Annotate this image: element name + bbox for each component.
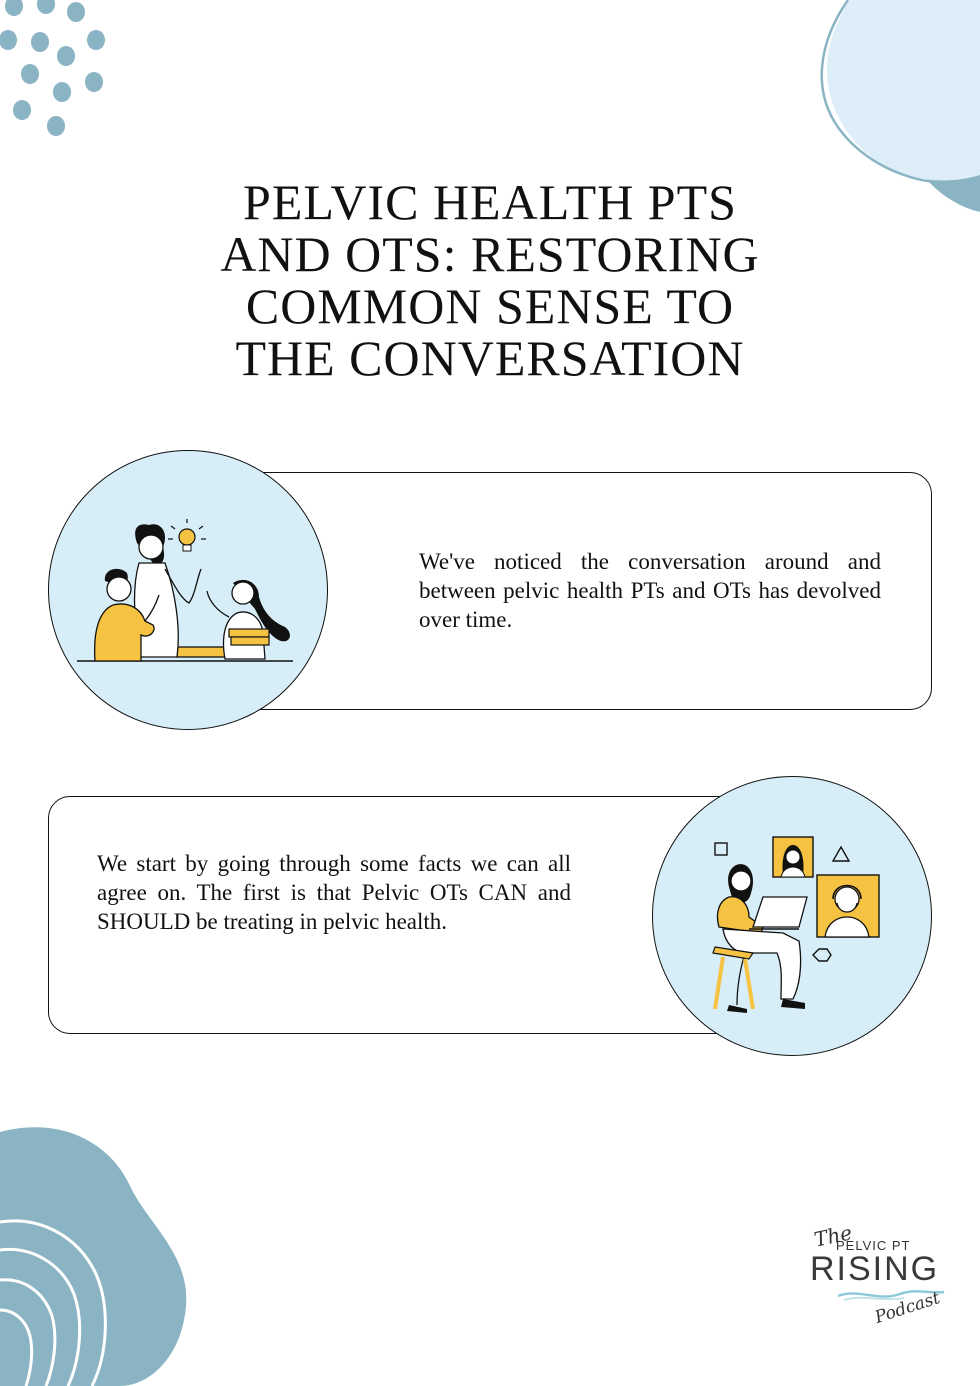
card-1-text: We've noticed the conversation around and between pelvic health PTs and OTs has devolved over time.: [419, 549, 881, 632]
logo-the-text: The: [811, 1220, 855, 1252]
logo-pelvic-pt-text: PELVIC PT: [836, 1238, 911, 1253]
info-card-2: [48, 796, 748, 1034]
logo-podcast-text: Podcast: [872, 1288, 943, 1328]
title-line: THE CONVERSATION: [235, 330, 745, 386]
illustration-circle-1: [48, 450, 328, 730]
title-line: COMMON SENSE TO: [245, 278, 735, 334]
info-card-1: [232, 472, 932, 710]
page-title: [120, 176, 860, 384]
decorative-dots: [0, 0, 120, 150]
logo-rising-text: RISING: [810, 1250, 940, 1288]
people-discussion-icon: [49, 451, 328, 730]
decorative-blob-bottom-left: [0, 1124, 200, 1386]
title-line: AND OTS: RESTORING: [220, 226, 760, 282]
podcast-logo: [808, 1222, 948, 1334]
illustration-circle-2: [652, 776, 932, 1056]
title-line: PELVIC HEALTH PTS: [243, 174, 737, 230]
video-call-icon: [653, 777, 932, 1056]
card-2-text: We start by going through some facts we can all agree on. The first is that Pelvic OTs CAN and SHOULD be treating in pelvic health.: [97, 851, 571, 934]
